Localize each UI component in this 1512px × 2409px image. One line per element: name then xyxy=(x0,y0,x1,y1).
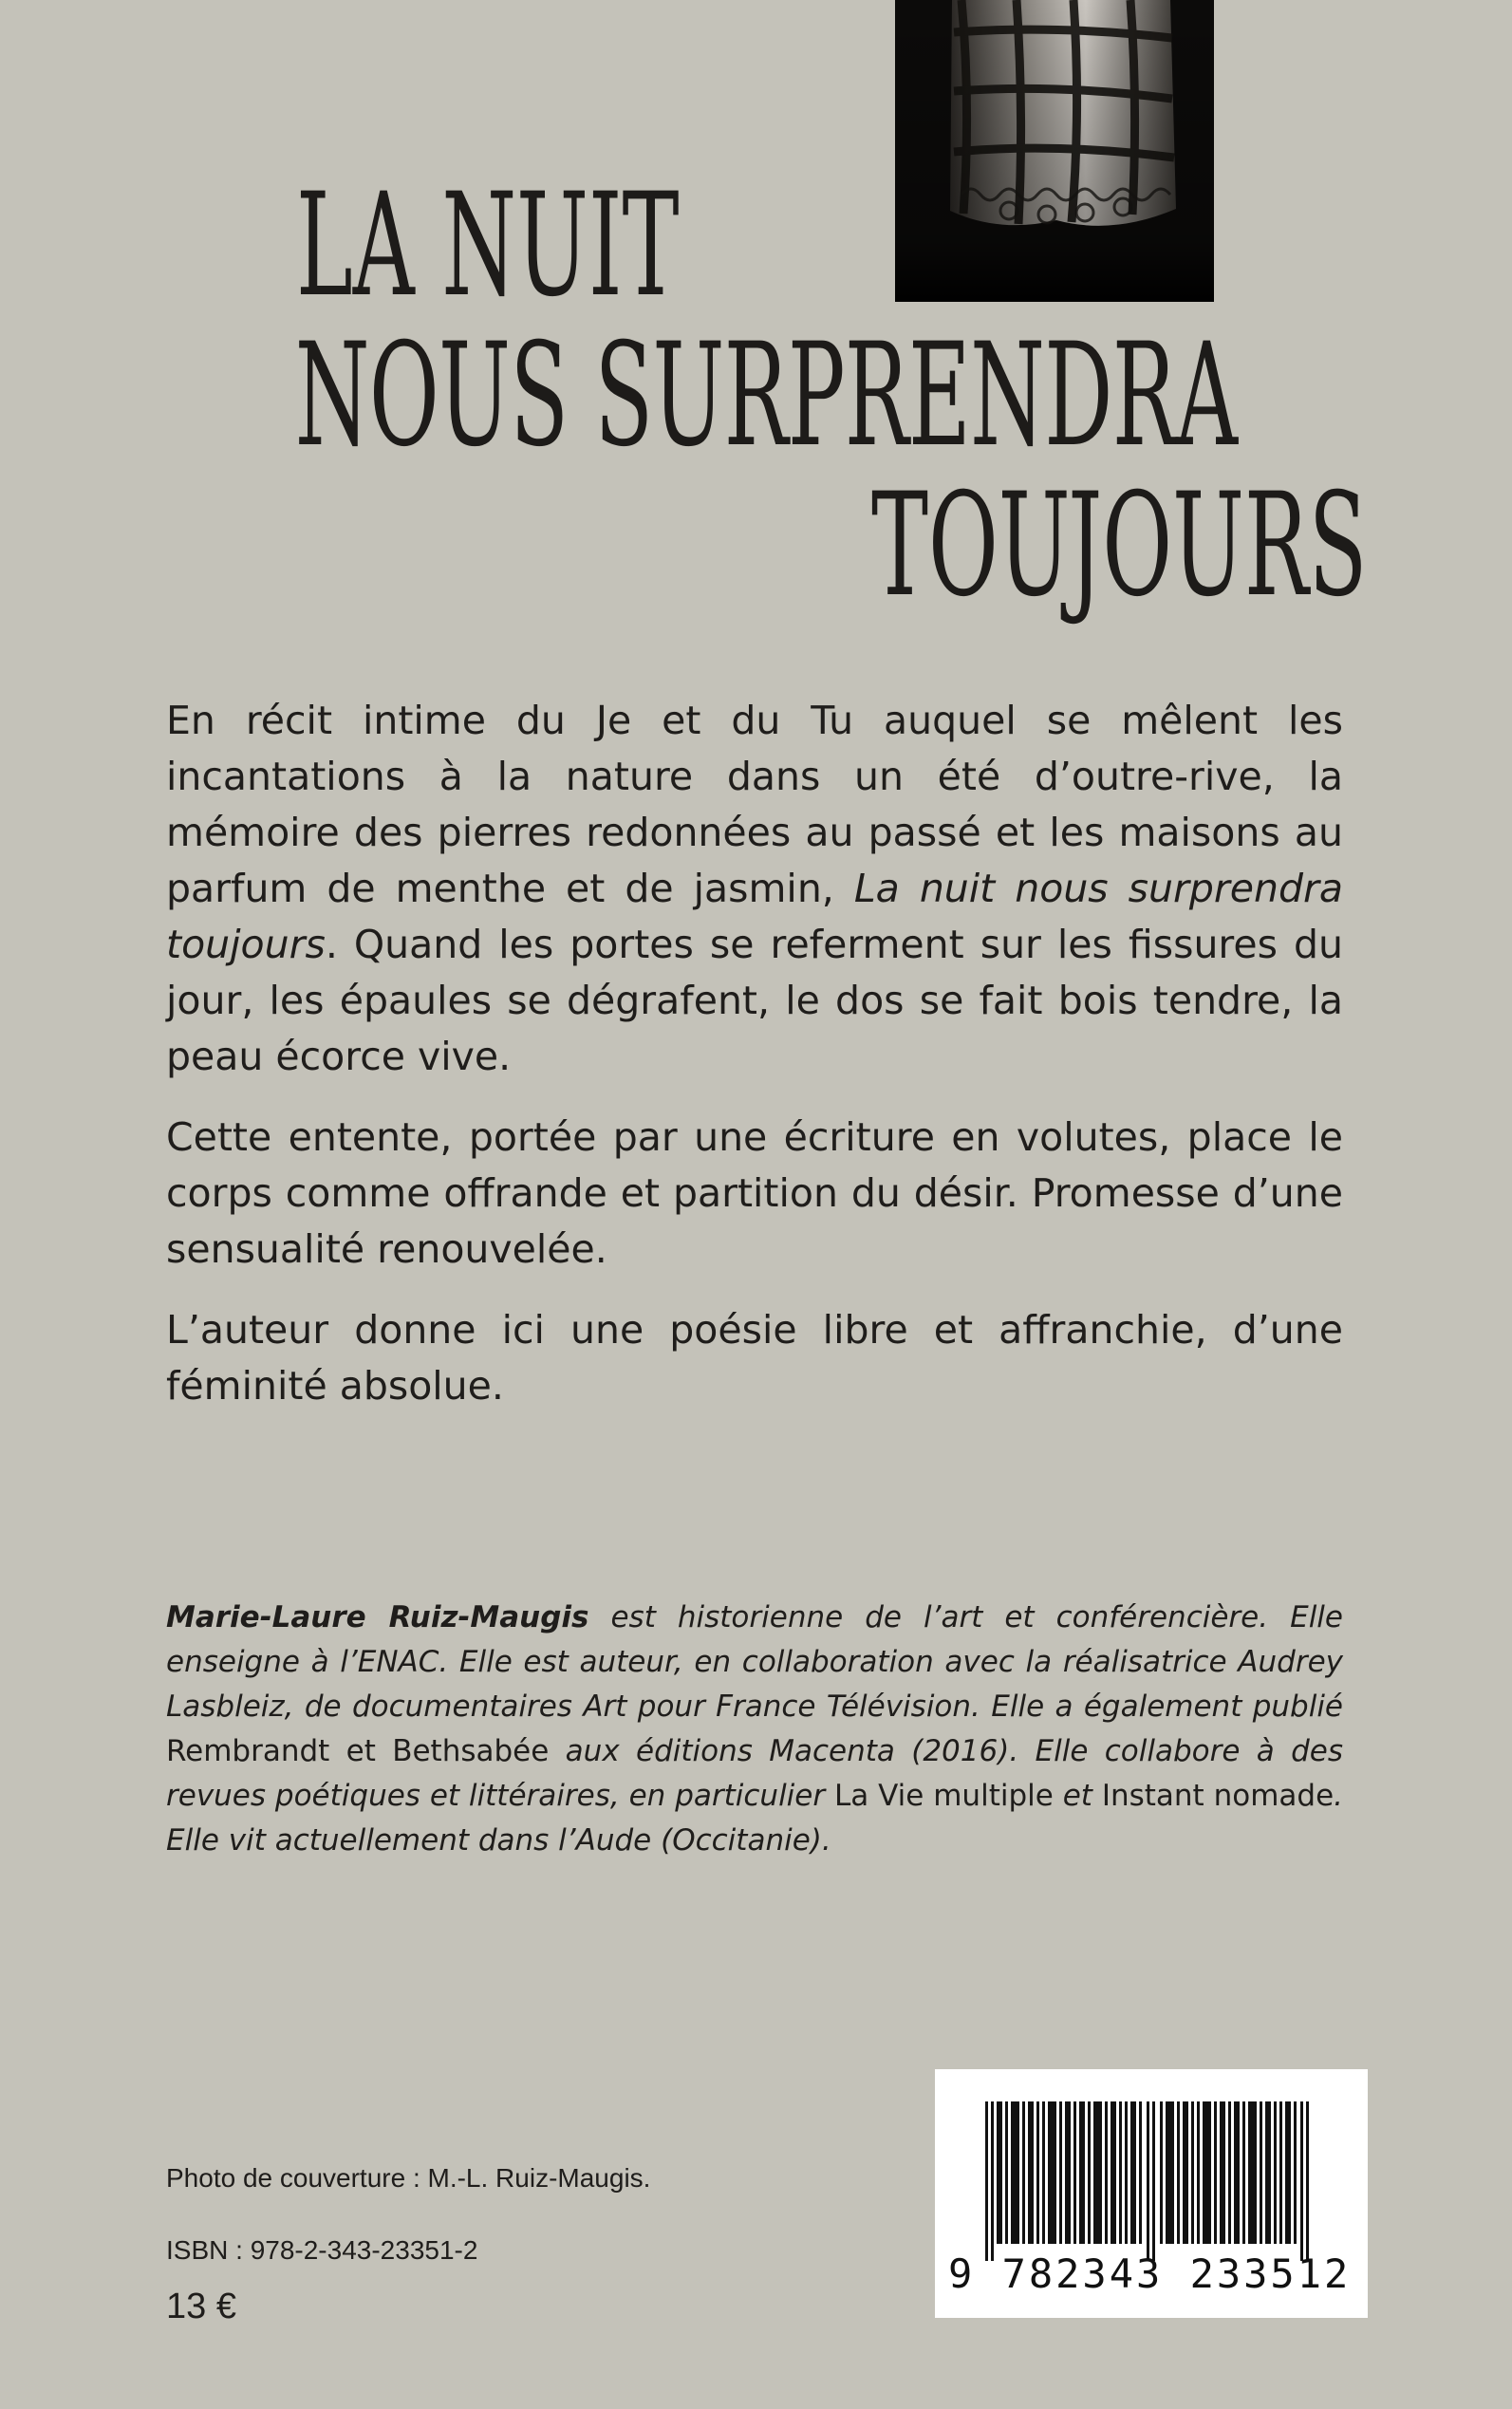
author-name: Marie-Laure Ruiz-Maugis xyxy=(166,1600,589,1634)
title-line-1: LA NUIT xyxy=(296,163,680,328)
barcode-panel xyxy=(935,2069,1368,2318)
bio-text-3: et xyxy=(1053,1779,1102,1813)
bio-review-2: Instant nomade xyxy=(1101,1779,1335,1813)
photo-credit: Photo de couverture : M.-L. Ruiz-Maugis. xyxy=(166,2163,651,2193)
barcode-bars xyxy=(985,2101,1317,2261)
price: 13 € xyxy=(166,2287,236,2326)
barcode-digits: 9 782343 233512 xyxy=(948,2250,1352,2297)
bio-review-1: La Vie multiple xyxy=(834,1779,1054,1813)
bio-book-title: Rembrandt et Bethsabée xyxy=(166,1734,550,1768)
isbn: ISBN : 978-2-343-23351-2 xyxy=(166,2235,478,2265)
book-title: LA NUIT NOUS SURPRENDRA TOUJOURS xyxy=(294,163,1368,628)
book-blurb xyxy=(166,693,1343,1439)
cover-photo xyxy=(895,0,1214,302)
window-curtain-image xyxy=(895,0,1214,302)
bio-text-1: est historienne de l’art et conférencière. Elle enseigne à l’ENAC. Elle est auteur, en collaboration avec la réalisatrice Audrey Lasbleiz, de documentaires Art pour France Télévision. Elle a également publié xyxy=(166,1600,1343,1724)
title-line-2: NOUS SURPRENDRA xyxy=(294,313,1238,478)
bio-text-4: . Elle vit actuellement dans l’Aude (Occitanie). xyxy=(166,1779,1344,1858)
blurb-p1-text-a: En récit intime du Je et du Tu auquel se mêlent les incantations à la nature dans un été d’outre-rive, la mémoire des pierres redonnées au passé et les maisons au parfum de menthe et de jasmin, xyxy=(166,698,1343,911)
blurb-p1-text-b: . Quand les portes se referment sur les fissures du jour, les épaules se dégrafent, le dos se fait bois tendre, la peau écorce vive. xyxy=(166,922,1343,1079)
blurb-paragraph-3: L’auteur donne ici une poésie libre et affranchie, d’une féminité absolue. xyxy=(166,1307,1343,1409)
blurb-p1-title: La nuit nous surprendra toujours xyxy=(166,866,1343,967)
author-bio xyxy=(166,1596,1343,1863)
blurb-paragraph-2: Cette entente, portée par une écriture en volutes, place le corps comme offrande et partition du désir. Promesse d’une sensualité renouvelée. xyxy=(166,1114,1343,1272)
blurb-paragraph-1 xyxy=(166,693,1343,1085)
bio-text-2: aux éditions Macenta (2016). Elle collabore à des revues poétiques et littéraires, en particulier xyxy=(166,1734,1343,1813)
